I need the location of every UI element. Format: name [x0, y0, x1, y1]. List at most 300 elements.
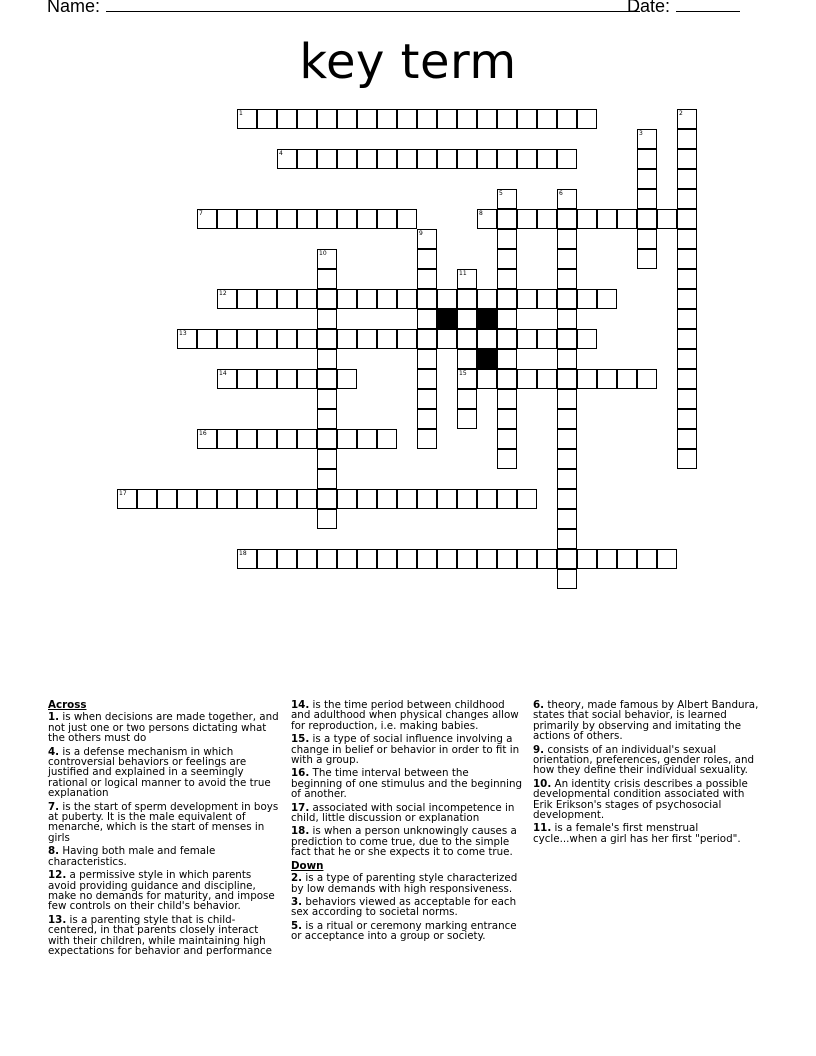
grid-cell[interactable]: [497, 329, 517, 349]
grid-cell[interactable]: [357, 289, 377, 309]
black-square: [477, 309, 497, 329]
grid-cell[interactable]: [357, 329, 377, 349]
grid-cell[interactable]: [477, 329, 497, 349]
grid-cell[interactable]: [417, 369, 437, 389]
grid-cell[interactable]: [557, 369, 577, 389]
grid-cell[interactable]: [517, 549, 537, 569]
grid-cell[interactable]: [317, 509, 337, 529]
grid-cell[interactable]: [397, 549, 417, 569]
grid-cell[interactable]: [257, 209, 277, 229]
grid-cell[interactable]: [597, 289, 617, 309]
grid-cell[interactable]: [417, 289, 437, 309]
grid-cell[interactable]: [517, 489, 537, 509]
grid-cell[interactable]: [297, 209, 317, 229]
grid-cell[interactable]: [277, 429, 297, 449]
grid-cell[interactable]: [317, 409, 337, 429]
grid-cell[interactable]: [457, 289, 477, 309]
grid-cell[interactable]: [357, 209, 377, 229]
grid-cell[interactable]: [617, 369, 637, 389]
grid-cell[interactable]: [417, 409, 437, 429]
clue-num: 18.: [291, 825, 310, 838]
grid-cell[interactable]: [457, 309, 477, 329]
clue-item: [533, 823, 765, 844]
grid-cell[interactable]: [557, 509, 577, 529]
clue-item: [291, 700, 523, 731]
clue-text: is the start of sperm development in boys at puberty. It is the male equivalent of menarche, which is the start of menses in girls: [48, 800, 279, 844]
grid-cell[interactable]: [457, 269, 477, 289]
clue-text: is a ritual or ceremony marking entrance or acceptance into a group or society.: [291, 919, 517, 943]
grid-cell[interactable]: [577, 329, 597, 349]
grid-cell[interactable]: [417, 149, 437, 169]
grid-cell[interactable]: [417, 349, 437, 369]
grid-cell[interactable]: [537, 329, 557, 349]
grid-cell[interactable]: [377, 289, 397, 309]
grid-cell[interactable]: [337, 429, 357, 449]
grid-cell[interactable]: [217, 209, 237, 229]
grid-cell[interactable]: [677, 249, 697, 269]
clue-text: The time interval between the beginning of one stimulus and the beginning of another.: [291, 767, 523, 801]
grid-cell[interactable]: [677, 209, 697, 229]
grid-cell[interactable]: [357, 109, 377, 129]
clue-text: a permissive style in which parents avoid providing guidance and discipline, make no demands for maturity, and impose few controls on their child's behavior.: [48, 869, 275, 913]
grid-cell[interactable]: [497, 369, 517, 389]
grid-cell[interactable]: [317, 209, 337, 229]
grid-cell[interactable]: [437, 109, 457, 129]
grid-cell[interactable]: [117, 489, 137, 509]
grid-cell[interactable]: [457, 149, 477, 169]
grid-cell[interactable]: [497, 149, 517, 169]
grid-cell[interactable]: [537, 109, 557, 129]
grid-cell[interactable]: [537, 549, 557, 569]
grid-cell[interactable]: [417, 429, 437, 449]
grid-cell[interactable]: [677, 269, 697, 289]
grid-cell[interactable]: [317, 469, 337, 489]
grid-cell[interactable]: [277, 109, 297, 129]
clue-text: is the time period between childhood and adulthood when physical changes allow for reproduction, i.e. making babies.: [291, 699, 519, 732]
clue-number: 11: [459, 270, 467, 277]
grid-cell[interactable]: [337, 329, 357, 349]
clue-num: 15.: [291, 733, 310, 746]
grid-cell[interactable]: [617, 549, 637, 569]
clue-number: 1: [239, 110, 243, 117]
grid-cell[interactable]: [217, 369, 237, 389]
grid-cell[interactable]: [557, 329, 577, 349]
grid-cell[interactable]: [237, 209, 257, 229]
grid-cell[interactable]: [557, 569, 577, 589]
clue-num: 16.: [291, 767, 310, 780]
grid-cell[interactable]: [677, 369, 697, 389]
grid-cell[interactable]: [497, 209, 517, 229]
grid-cell[interactable]: [317, 269, 337, 289]
grid-cell[interactable]: [537, 149, 557, 169]
grid-cell[interactable]: [377, 329, 397, 349]
grid-cell[interactable]: [317, 109, 337, 129]
grid-cell[interactable]: [597, 549, 617, 569]
grid-cell[interactable]: [477, 109, 497, 129]
clue-num: 12.: [48, 869, 67, 882]
grid-cell[interactable]: [517, 289, 537, 309]
grid-cell[interactable]: [277, 329, 297, 349]
grid-cell[interactable]: [637, 149, 657, 169]
grid-cell[interactable]: [157, 489, 177, 509]
clue-number: 15: [459, 370, 467, 377]
grid-cell[interactable]: [417, 109, 437, 129]
grid-cell[interactable]: [617, 209, 637, 229]
grid-cell[interactable]: [517, 369, 537, 389]
grid-cell[interactable]: [497, 449, 517, 469]
grid-cell[interactable]: [677, 229, 697, 249]
down-heading: Down: [291, 859, 324, 872]
grid-cell[interactable]: [497, 489, 517, 509]
grid-cell[interactable]: [517, 149, 537, 169]
grid-cell[interactable]: [577, 209, 597, 229]
grid-cell[interactable]: [517, 209, 537, 229]
grid-cell[interactable]: [337, 369, 357, 389]
grid-cell[interactable]: [377, 209, 397, 229]
grid-cell[interactable]: [257, 369, 277, 389]
grid-cell[interactable]: [477, 149, 497, 169]
grid-cell[interactable]: [237, 429, 257, 449]
grid-cell[interactable]: [537, 209, 557, 229]
clue-num: 14.: [291, 699, 310, 711]
grid-cell[interactable]: [637, 369, 657, 389]
grid-cell[interactable]: [317, 289, 337, 309]
grid-cell[interactable]: [437, 149, 457, 169]
grid-cell[interactable]: [677, 109, 697, 129]
grid-cell[interactable]: [377, 549, 397, 569]
clue-number: 2: [679, 110, 683, 117]
grid-cell[interactable]: [337, 109, 357, 129]
grid-cell[interactable]: [557, 109, 577, 129]
grid-cell[interactable]: [397, 329, 417, 349]
grid-cell[interactable]: [317, 449, 337, 469]
grid-cell[interactable]: [457, 549, 477, 569]
grid-cell[interactable]: [457, 369, 477, 389]
grid-cell[interactable]: [497, 349, 517, 369]
grid-cell[interactable]: [597, 209, 617, 229]
grid-cell[interactable]: [317, 549, 337, 569]
clues-column-2: [291, 700, 523, 945]
down-clue-list: [291, 873, 523, 941]
grid-cell[interactable]: [317, 249, 337, 269]
grid-cell[interactable]: [437, 549, 457, 569]
grid-cell[interactable]: [237, 289, 257, 309]
grid-cell[interactable]: [237, 549, 257, 569]
grid-cell[interactable]: [497, 189, 517, 209]
clue-text: is when a person unknowingly causes a prediction to come true, due to the simple fact that he or she expects it to come true.: [291, 825, 517, 859]
grid-cell[interactable]: [677, 389, 697, 409]
clue-text: is a type of parenting style characterized by low demands with high responsiveness.: [291, 872, 518, 895]
grid-cell[interactable]: [677, 429, 697, 449]
grid-cell[interactable]: [497, 249, 517, 269]
clue-number: 16: [199, 430, 207, 437]
grid-cell[interactable]: [257, 549, 277, 569]
grid-cell[interactable]: [357, 149, 377, 169]
clue-number: 18: [239, 550, 247, 557]
clue-item: [48, 870, 280, 912]
grid-cell[interactable]: [337, 149, 357, 169]
grid-cell[interactable]: [277, 369, 297, 389]
clue-number: 10: [319, 250, 327, 257]
grid-cell[interactable]: [457, 489, 477, 509]
grid-cell[interactable]: [637, 549, 657, 569]
grid-cell[interactable]: [677, 329, 697, 349]
grid-cell[interactable]: [417, 309, 437, 329]
grid-cell[interactable]: [237, 109, 257, 129]
grid-cell[interactable]: [677, 449, 697, 469]
grid-cell[interactable]: [377, 109, 397, 129]
clues-column-1: [48, 700, 280, 959]
clue-text: is when decisions are made together, and not just one or two persons dictating what the others must do: [48, 711, 279, 745]
grid-cell[interactable]: [477, 209, 497, 229]
grid-cell[interactable]: [177, 329, 197, 349]
grid-cell[interactable]: [317, 369, 337, 389]
grid-cell[interactable]: [637, 229, 657, 249]
grid-cell[interactable]: [397, 149, 417, 169]
grid-cell[interactable]: [417, 269, 437, 289]
grid-cell[interactable]: [657, 549, 677, 569]
grid-cell[interactable]: [357, 489, 377, 509]
grid-cell[interactable]: [517, 109, 537, 129]
clue-item: [291, 897, 523, 918]
grid-cell[interactable]: [297, 329, 317, 349]
grid-cell[interactable]: [257, 109, 277, 129]
grid-cell[interactable]: [337, 549, 357, 569]
grid-cell[interactable]: [677, 129, 697, 149]
grid-cell[interactable]: [457, 349, 477, 369]
grid-cell[interactable]: [637, 129, 657, 149]
grid-cell[interactable]: [657, 209, 677, 229]
grid-cell[interactable]: [297, 549, 317, 569]
grid-cell[interactable]: [297, 369, 317, 389]
grid-cell[interactable]: [497, 549, 517, 569]
clue-number: 13: [179, 330, 187, 337]
grid-cell[interactable]: [557, 249, 577, 269]
grid-cell[interactable]: [557, 389, 577, 409]
grid-cell[interactable]: [537, 369, 557, 389]
grid-cell[interactable]: [637, 189, 657, 209]
clue-num: 17.: [291, 801, 310, 814]
grid-cell[interactable]: [337, 489, 357, 509]
clue-text: consists of an individual's sexual orientation, preferences, gender roles, and how they define their individual sexuality.: [533, 743, 755, 777]
grid-cell[interactable]: [677, 169, 697, 189]
grid-cell[interactable]: [297, 149, 317, 169]
grid-cell[interactable]: [637, 169, 657, 189]
grid-cell[interactable]: [417, 549, 437, 569]
grid-cell[interactable]: [197, 429, 217, 449]
grid-cell[interactable]: [197, 329, 217, 349]
grid-cell[interactable]: [277, 209, 297, 229]
grid-cell[interactable]: [557, 349, 577, 369]
grid-cell[interactable]: [497, 389, 517, 409]
grid-cell[interactable]: [557, 469, 577, 489]
grid-cell[interactable]: [497, 409, 517, 429]
grid-cell[interactable]: [557, 309, 577, 329]
grid-cell[interactable]: [257, 289, 277, 309]
clue-num: 2.: [291, 872, 303, 885]
date-label: Date:: [627, 0, 671, 16]
clue-number: 7: [199, 210, 203, 217]
clue-num: 11.: [533, 822, 552, 835]
grid-cell[interactable]: [637, 249, 657, 269]
grid-cell[interactable]: [277, 489, 297, 509]
grid-cell[interactable]: [577, 369, 597, 389]
grid-cell[interactable]: [237, 369, 257, 389]
clue-item: [291, 826, 523, 857]
grid-cell[interactable]: [377, 149, 397, 169]
clue-text: is a parenting style that is child-centered, in that parents closely interact with their children, while maintaining high expectations for behavior and performance: [48, 913, 272, 957]
grid-cell[interactable]: [217, 329, 237, 349]
grid-cell[interactable]: [317, 489, 337, 509]
grid-cell[interactable]: [557, 209, 577, 229]
grid-cell[interactable]: [497, 269, 517, 289]
grid-cell[interactable]: [357, 549, 377, 569]
grid-cell[interactable]: [577, 549, 597, 569]
grid-cell[interactable]: [457, 329, 477, 349]
grid-cell[interactable]: [217, 429, 237, 449]
grid-cell[interactable]: [477, 549, 497, 569]
grid-cell[interactable]: [337, 209, 357, 229]
grid-cell[interactable]: [437, 289, 457, 309]
grid-cell[interactable]: [217, 289, 237, 309]
grid-cell[interactable]: [557, 269, 577, 289]
grid-cell[interactable]: [317, 329, 337, 349]
grid-cell[interactable]: [277, 549, 297, 569]
grid-cell[interactable]: [297, 429, 317, 449]
grid-cell[interactable]: [257, 489, 277, 509]
grid-cell[interactable]: [557, 409, 577, 429]
clue-num: 5.: [291, 919, 303, 932]
grid-cell[interactable]: [597, 369, 617, 389]
grid-cell[interactable]: [477, 369, 497, 389]
grid-cell[interactable]: [497, 229, 517, 249]
grid-cell[interactable]: [217, 489, 237, 509]
grid-cell[interactable]: [397, 209, 417, 229]
grid-cell[interactable]: [237, 489, 257, 509]
grid-cell[interactable]: [417, 329, 437, 349]
grid-cell[interactable]: [397, 489, 417, 509]
clue-num: 7.: [48, 800, 60, 813]
grid-cell[interactable]: [177, 489, 197, 509]
black-square: [437, 309, 457, 329]
grid-cell[interactable]: [417, 249, 437, 269]
grid-cell[interactable]: [497, 309, 517, 329]
grid-cell[interactable]: [317, 149, 337, 169]
clue-number: 9: [419, 230, 423, 237]
clue-text: theory, made famous by Albert Bandura, states that social behavior, is learned primarily by observing and imitating the actions of others.: [533, 699, 759, 743]
clues-column-3: [533, 700, 765, 847]
clue-item: [533, 779, 765, 821]
grid-cell[interactable]: [457, 409, 477, 429]
grid-cell[interactable]: [257, 429, 277, 449]
grid-cell[interactable]: [457, 389, 477, 409]
grid-cell[interactable]: [377, 489, 397, 509]
grid-cell[interactable]: [317, 389, 337, 409]
grid-cell[interactable]: [237, 329, 257, 349]
grid-cell[interactable]: [577, 289, 597, 309]
grid-cell[interactable]: [337, 289, 357, 309]
clue-text: is a defense mechanism in which controversial behaviors or feelings are justified and explained in a seemingly rational or logical manner to avoid the true explanation: [48, 745, 271, 800]
down-clue-list-continued: [533, 700, 765, 844]
clue-item: [533, 745, 765, 776]
grid-cell[interactable]: [417, 489, 437, 509]
clue-text: associated with social incompetence in child, little discussion or explanation: [291, 801, 515, 825]
grid-cell[interactable]: [417, 389, 437, 409]
clue-number: 12: [219, 290, 227, 297]
clue-item: [291, 873, 523, 894]
clue-item: [48, 802, 280, 844]
grid-cell[interactable]: [317, 309, 337, 329]
grid-cell[interactable]: [677, 149, 697, 169]
grid-cell[interactable]: [317, 429, 337, 449]
grid-cell[interactable]: [517, 329, 537, 349]
grid-cell[interactable]: [437, 489, 457, 509]
grid-cell[interactable]: [277, 289, 297, 309]
grid-cell[interactable]: [437, 329, 457, 349]
grid-cell[interactable]: [137, 489, 157, 509]
name-label: Name:: [47, 0, 101, 16]
grid-cell[interactable]: [677, 309, 697, 329]
clue-text: behaviors viewed as acceptable for each sex according to societal norms.: [291, 895, 517, 919]
grid-cell[interactable]: [317, 349, 337, 369]
clue-num: 9.: [533, 743, 545, 756]
grid-cell[interactable]: [537, 289, 557, 309]
clue-text: is a female's first menstrual cycle...when a girl has her first "period".: [533, 822, 741, 845]
grid-cell[interactable]: [297, 489, 317, 509]
grid-cell[interactable]: [557, 149, 577, 169]
grid-cell[interactable]: [257, 329, 277, 349]
grid-cell[interactable]: [557, 289, 577, 309]
grid-cell[interactable]: [197, 489, 217, 509]
grid-cell[interactable]: [277, 149, 297, 169]
clue-item: [291, 734, 523, 765]
grid-cell[interactable]: [557, 449, 577, 469]
grid-cell[interactable]: [677, 349, 697, 369]
grid-cell[interactable]: [297, 109, 317, 129]
grid-cell[interactable]: [557, 549, 577, 569]
grid-cell[interactable]: [397, 289, 417, 309]
grid-cell[interactable]: [197, 209, 217, 229]
grid-cell[interactable]: [557, 229, 577, 249]
grid-cell[interactable]: [457, 109, 477, 129]
clue-num: 3.: [291, 895, 303, 908]
grid-cell[interactable]: [497, 289, 517, 309]
clue-num: 8.: [48, 845, 60, 858]
grid-cell[interactable]: [557, 529, 577, 549]
grid-cell[interactable]: [477, 289, 497, 309]
grid-cell[interactable]: [677, 289, 697, 309]
clue-num: 4.: [48, 745, 60, 758]
grid-cell[interactable]: [557, 429, 577, 449]
grid-cell[interactable]: [497, 429, 517, 449]
grid-cell[interactable]: [357, 429, 377, 449]
grid-cell[interactable]: [397, 109, 417, 129]
grid-cell[interactable]: [297, 289, 317, 309]
across-clue-list-continued: [291, 700, 523, 858]
grid-cell[interactable]: [557, 489, 577, 509]
grid-cell[interactable]: [677, 409, 697, 429]
grid-cell[interactable]: [497, 109, 517, 129]
clue-item: [48, 915, 280, 957]
grid-cell[interactable]: [637, 209, 657, 229]
grid-cell[interactable]: [557, 189, 577, 209]
clue-num: 1.: [48, 711, 60, 724]
grid-cell[interactable]: [377, 429, 397, 449]
grid-cell[interactable]: [477, 489, 497, 509]
grid-cell[interactable]: [417, 229, 437, 249]
grid-cell[interactable]: [577, 109, 597, 129]
grid-cell[interactable]: [677, 189, 697, 209]
